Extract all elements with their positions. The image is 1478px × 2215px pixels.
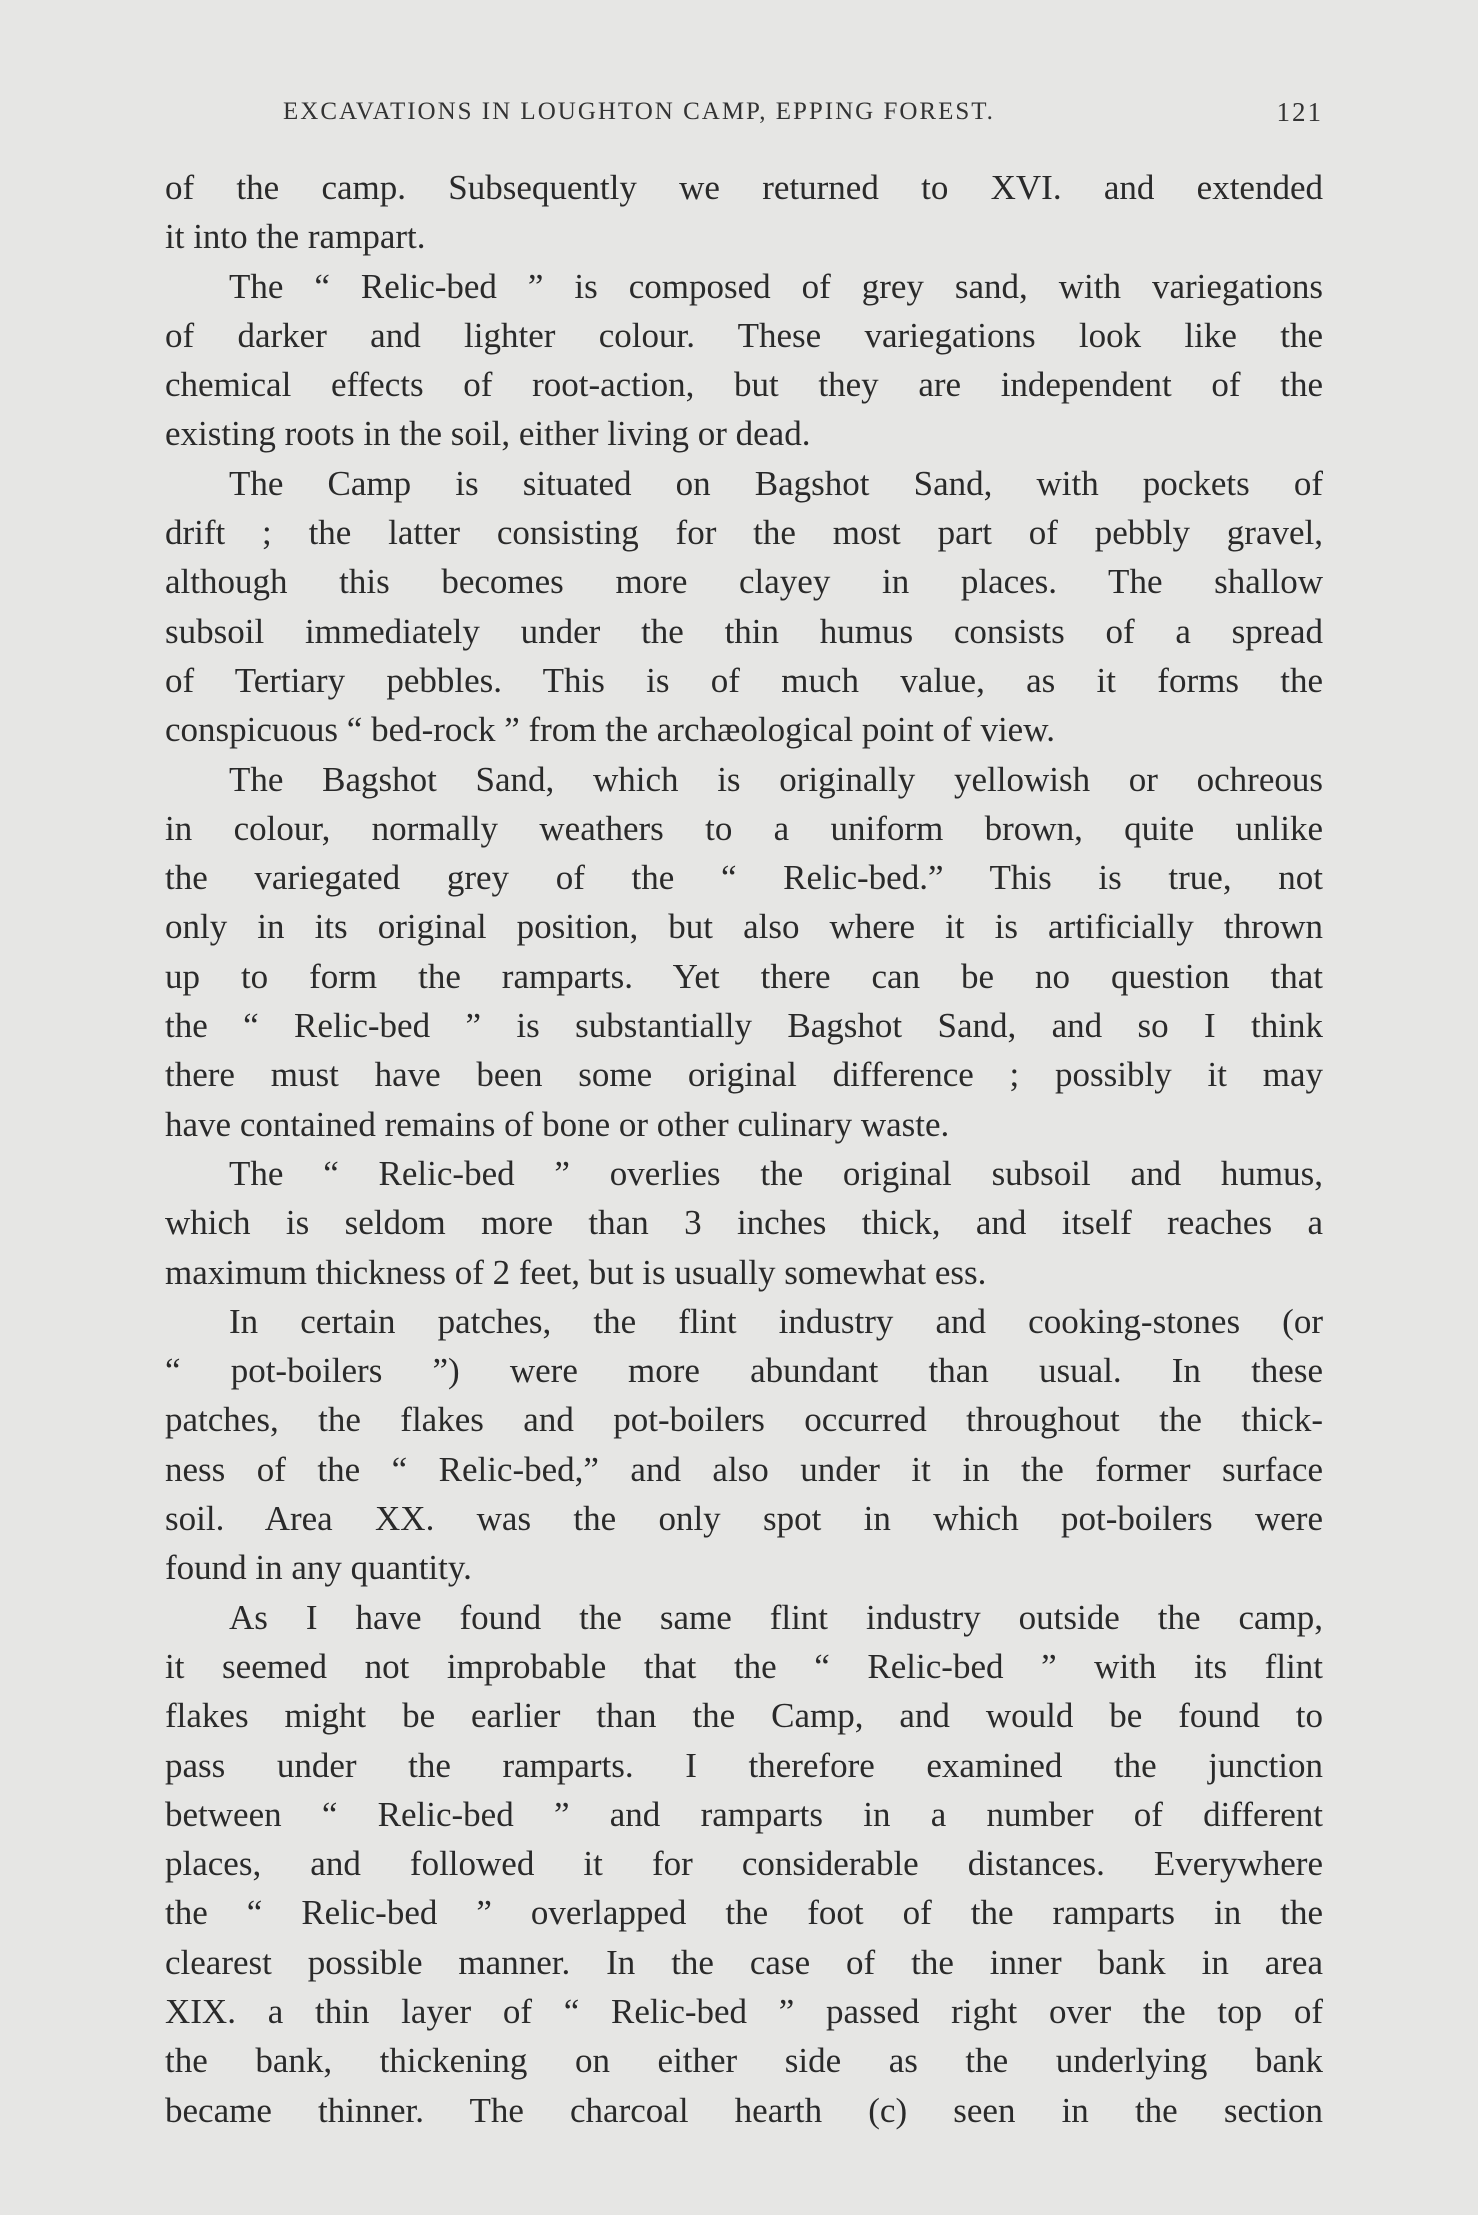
text-line: the “ Relic-bed ” is substantially Bagshot Sand, and so I think	[165, 1006, 1323, 1046]
text-line: between “ Relic-bed ” and ramparts in a number of different	[165, 1794, 1323, 1834]
text-line: up to form the ramparts. Yet there can be no question that	[165, 956, 1323, 996]
text-line: conspicuous “ bed-rock ” from the archæological point of view.	[165, 710, 1055, 750]
text-line: The “ Relic-bed ” is composed of grey sand, with variegations	[229, 266, 1323, 306]
text-line: the variegated grey of the “ Relic-bed.” This is true, not	[165, 858, 1323, 898]
page-number: 121	[1276, 97, 1323, 127]
text-line: As I have found the same flint industry outside the camp,	[229, 1597, 1323, 1637]
body-text	[165, 163, 1323, 2135]
text-line: “ pot-boilers ”) were more abundant than usual. In these	[165, 1351, 1323, 1391]
text-line: although this becomes more clayey in places. The shallow	[165, 562, 1323, 602]
text-line: became thinner. The charcoal hearth (c) seen in the section	[165, 2090, 1323, 2130]
text-line: In certain patches, the flint industry and cooking-stones (or	[229, 1301, 1323, 1341]
text-line: ness of the “ Relic-bed,” and also under it in the former surface	[165, 1449, 1323, 1489]
text-line: The Bagshot Sand, which is originally yellowish or ochreous	[229, 759, 1323, 799]
text-line: of Tertiary pebbles. This is of much value, as it forms the	[165, 660, 1323, 700]
text-line: The Camp is situated on Bagshot Sand, with pockets of	[229, 463, 1323, 503]
text-line: pass under the ramparts. I therefore examined the junction	[165, 1745, 1323, 1785]
text-line: of the camp. Subsequently we returned to XVI. and extended	[165, 168, 1323, 207]
text-line: the “ Relic-bed ” overlapped the foot of the ramparts in the	[165, 1893, 1323, 1933]
text-line: maximum thickness of 2 feet, but is usually somewhat ess.	[165, 1252, 987, 1292]
text-line: subsoil immediately under the thin humus consists of a spread	[165, 611, 1323, 651]
text-line: places, and followed it for considerable distances. Everywhere	[165, 1844, 1323, 1884]
text-line: drift ; the latter consisting for the most part of pebbly gravel,	[165, 513, 1323, 553]
text-line: in colour, normally weathers to a uniform brown, quite unlike	[165, 808, 1323, 848]
text-line: chemical effects of root-action, but they are independent of the	[165, 365, 1323, 405]
text-line: which is seldom more than 3 inches thick, and itself reaches a	[165, 1203, 1323, 1243]
text-line: clearest possible manner. In the case of the inner bank in area	[165, 1942, 1323, 1982]
text-line: XIX. a thin layer of “ Relic-bed ” passed right over the top of	[165, 1991, 1323, 2031]
text-line: the bank, thickening on either side as the underlying bank	[165, 2041, 1323, 2081]
text-line: of darker and lighter colour. These variegations look like the	[165, 315, 1323, 355]
text-line: there must have been some original difference ; possibly it may	[165, 1055, 1323, 1095]
text-line: have contained remains of bone or other culinary waste.	[165, 1104, 950, 1144]
running-head	[283, 90, 1323, 134]
text-line: patches, the flakes and pot-boilers occurred throughout the thick-	[165, 1400, 1323, 1440]
text-line: flakes might be earlier than the Camp, and would be found to	[165, 1696, 1323, 1736]
text-line: found in any quantity.	[165, 1548, 472, 1588]
text-line: soil. Area XX. was the only spot in which pot-boilers were	[165, 1499, 1323, 1539]
text-line: only in its original position, but also where it is artificially thrown	[165, 907, 1323, 947]
text-line: existing roots in the soil, either living or dead.	[165, 414, 811, 454]
text-line: The “ Relic-bed ” overlies the original subsoil and humus,	[229, 1153, 1323, 1193]
text-line: it seemed not improbable that the “ Relic-bed ” with its flint	[165, 1646, 1323, 1686]
text-line: it into the rampart.	[165, 217, 426, 257]
running-title: EXCAVATIONS IN LOUGHTON CAMP, EPPING FOREST.	[283, 98, 995, 125]
